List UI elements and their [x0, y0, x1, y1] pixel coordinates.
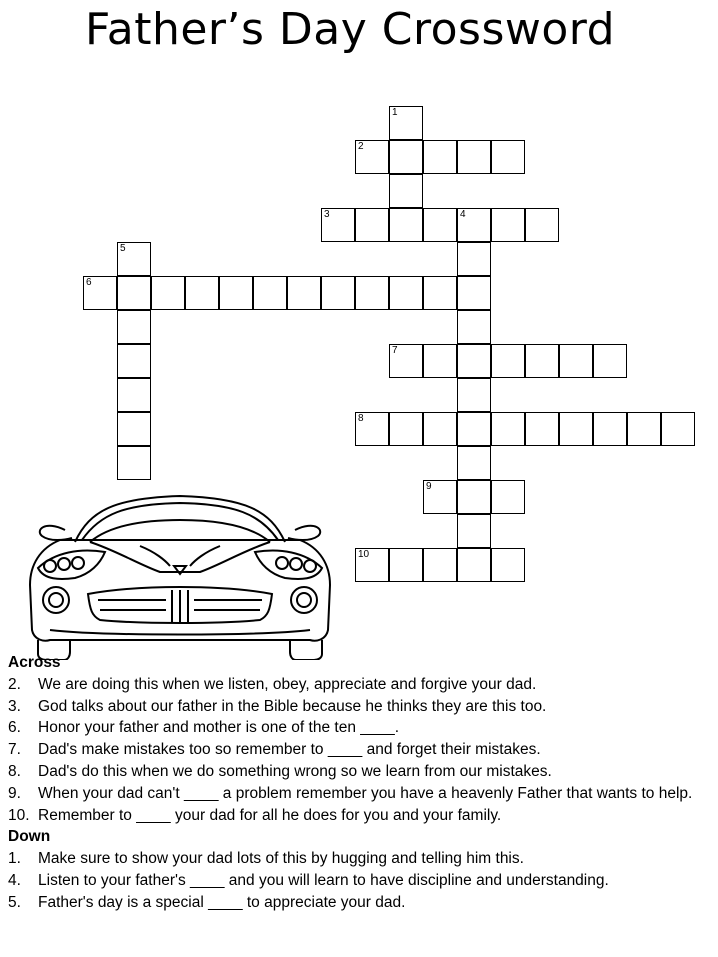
clue-item-text: Dad's do this when we do something wrong so we learn from our mistakes. — [38, 762, 552, 780]
clue-item — [8, 848, 708, 870]
clue-number: 1 — [392, 107, 398, 118]
clue-item-number: 8. — [8, 762, 21, 780]
clue-item-number: 10. — [8, 806, 30, 824]
grid-cell[interactable] — [457, 378, 491, 412]
grid-cell[interactable] — [457, 514, 491, 548]
grid-cell[interactable] — [491, 344, 525, 378]
grid-cell[interactable] — [389, 208, 423, 242]
grid-cell[interactable] — [491, 480, 525, 514]
clue-number: 3 — [324, 209, 330, 220]
grid-cell[interactable] — [457, 276, 491, 310]
grid-cell[interactable] — [491, 140, 525, 174]
grid-cell[interactable] — [389, 140, 423, 174]
grid-cell[interactable] — [389, 106, 423, 140]
clue-item-text: God talks about our father in the Bible because he thinks they are this too. — [38, 697, 547, 715]
clue-item — [8, 892, 708, 914]
clue-item — [8, 717, 708, 739]
grid-cell[interactable] — [423, 344, 457, 378]
clue-item-text: Make sure to show your dad lots of this by hugging and telling him this. — [38, 850, 524, 868]
grid-cell[interactable] — [423, 140, 457, 174]
clue-number: 5 — [120, 243, 126, 254]
clue-item-number: 5. — [8, 893, 21, 911]
grid-cell[interactable] — [117, 412, 151, 446]
grid-cell[interactable] — [525, 208, 559, 242]
page-title: Father’s Day Crossword — [84, 4, 616, 55]
clue-item-number: 9. — [8, 784, 21, 802]
grid-cell[interactable] — [491, 208, 525, 242]
clue-number: 2 — [358, 141, 364, 152]
grid-cell[interactable] — [117, 276, 151, 310]
grid-cell[interactable] — [389, 174, 423, 208]
clue-item — [8, 783, 708, 805]
grid-cell[interactable] — [661, 412, 695, 446]
grid-cell[interactable] — [117, 242, 151, 276]
grid-cell[interactable] — [185, 276, 219, 310]
grid-cell[interactable] — [355, 412, 389, 446]
clue-item-number: 2. — [8, 675, 21, 693]
across-heading: Across — [8, 654, 61, 671]
clue-item — [8, 739, 708, 761]
clue-item — [8, 761, 708, 783]
grid-cell[interactable] — [457, 140, 491, 174]
grid-cell[interactable] — [423, 208, 457, 242]
clue-item — [8, 870, 708, 892]
clue-item-text: Honor your father and mother is one of the ten ____. — [38, 719, 400, 737]
grid-cell[interactable] — [423, 276, 457, 310]
grid-cell[interactable] — [593, 412, 627, 446]
grid-cell[interactable] — [423, 480, 457, 514]
clue-number: 10 — [358, 549, 370, 560]
clue-item-number: 4. — [8, 871, 21, 889]
grid-cell[interactable] — [457, 242, 491, 276]
clue-item — [8, 805, 708, 827]
clue-item-text: Remember to ____ your dad for all he does for you and your family. — [38, 806, 502, 824]
grid-cell[interactable] — [321, 208, 355, 242]
across-clue-list — [8, 674, 708, 827]
sports-car-illustration — [20, 490, 340, 660]
grid-cell[interactable] — [559, 344, 593, 378]
grid-cell[interactable] — [117, 378, 151, 412]
grid-cell[interactable] — [355, 140, 389, 174]
grid-cell[interactable] — [457, 480, 491, 514]
grid-cell[interactable] — [389, 548, 423, 582]
grid-cell[interactable] — [491, 548, 525, 582]
grid-cell[interactable] — [457, 208, 491, 242]
clue-item-text: When your dad can't ____ a problem remember you have a heavenly Father that wants to help. — [38, 784, 693, 802]
grid-cell[interactable] — [423, 412, 457, 446]
grid-cell[interactable] — [457, 548, 491, 582]
grid-cell[interactable] — [253, 276, 287, 310]
clue-item-text: Listen to your father's ____ and you will learn to have discipline and understanding. — [38, 871, 609, 889]
grid-cell[interactable] — [525, 344, 559, 378]
grid-cell[interactable] — [117, 310, 151, 344]
grid-cell[interactable] — [627, 412, 661, 446]
clue-number: 9 — [426, 481, 432, 492]
grid-cell[interactable] — [457, 412, 491, 446]
clue-item-number: 3. — [8, 697, 21, 715]
clues-section — [8, 652, 708, 914]
clue-item-number: 1. — [8, 850, 21, 868]
grid-cell[interactable] — [355, 548, 389, 582]
grid-cell[interactable] — [117, 344, 151, 378]
down-heading: Down — [8, 828, 51, 846]
grid-cell[interactable] — [457, 344, 491, 378]
grid-cell[interactable] — [389, 276, 423, 310]
clue-item-text: Father's day is a special ____ to appreciate your dad. — [38, 893, 406, 911]
grid-cell[interactable] — [287, 276, 321, 310]
grid-cell[interactable] — [457, 310, 491, 344]
grid-cell[interactable] — [83, 276, 117, 310]
grid-cell[interactable] — [355, 208, 389, 242]
clue-number: 6 — [86, 277, 92, 288]
clue-item-text: Dad's make mistakes too so remember to ____ and forget their mistakes. — [38, 741, 541, 759]
grid-cell[interactable] — [355, 276, 389, 310]
grid-cell[interactable] — [389, 412, 423, 446]
grid-cell[interactable] — [151, 276, 185, 310]
grid-cell[interactable] — [321, 276, 355, 310]
grid-cell[interactable] — [389, 344, 423, 378]
clue-item — [8, 674, 708, 696]
grid-cell[interactable] — [219, 276, 253, 310]
clue-number: 8 — [358, 413, 364, 424]
grid-cell[interactable] — [559, 412, 593, 446]
clue-item-text: We are doing this when we listen, obey, appreciate and forgive your dad. — [38, 675, 537, 693]
grid-cell[interactable] — [593, 344, 627, 378]
grid-cell[interactable] — [491, 412, 525, 446]
clue-item-number: 7. — [8, 741, 21, 759]
clue-item — [8, 696, 708, 718]
grid-cell[interactable] — [423, 548, 457, 582]
clue-item-number: 6. — [8, 719, 21, 737]
grid-cell[interactable] — [457, 446, 491, 480]
clue-number: 7 — [392, 345, 398, 356]
down-clue-list — [8, 848, 708, 913]
clue-number: 4 — [460, 209, 466, 220]
grid-cell[interactable] — [117, 446, 151, 480]
grid-cell[interactable] — [525, 412, 559, 446]
